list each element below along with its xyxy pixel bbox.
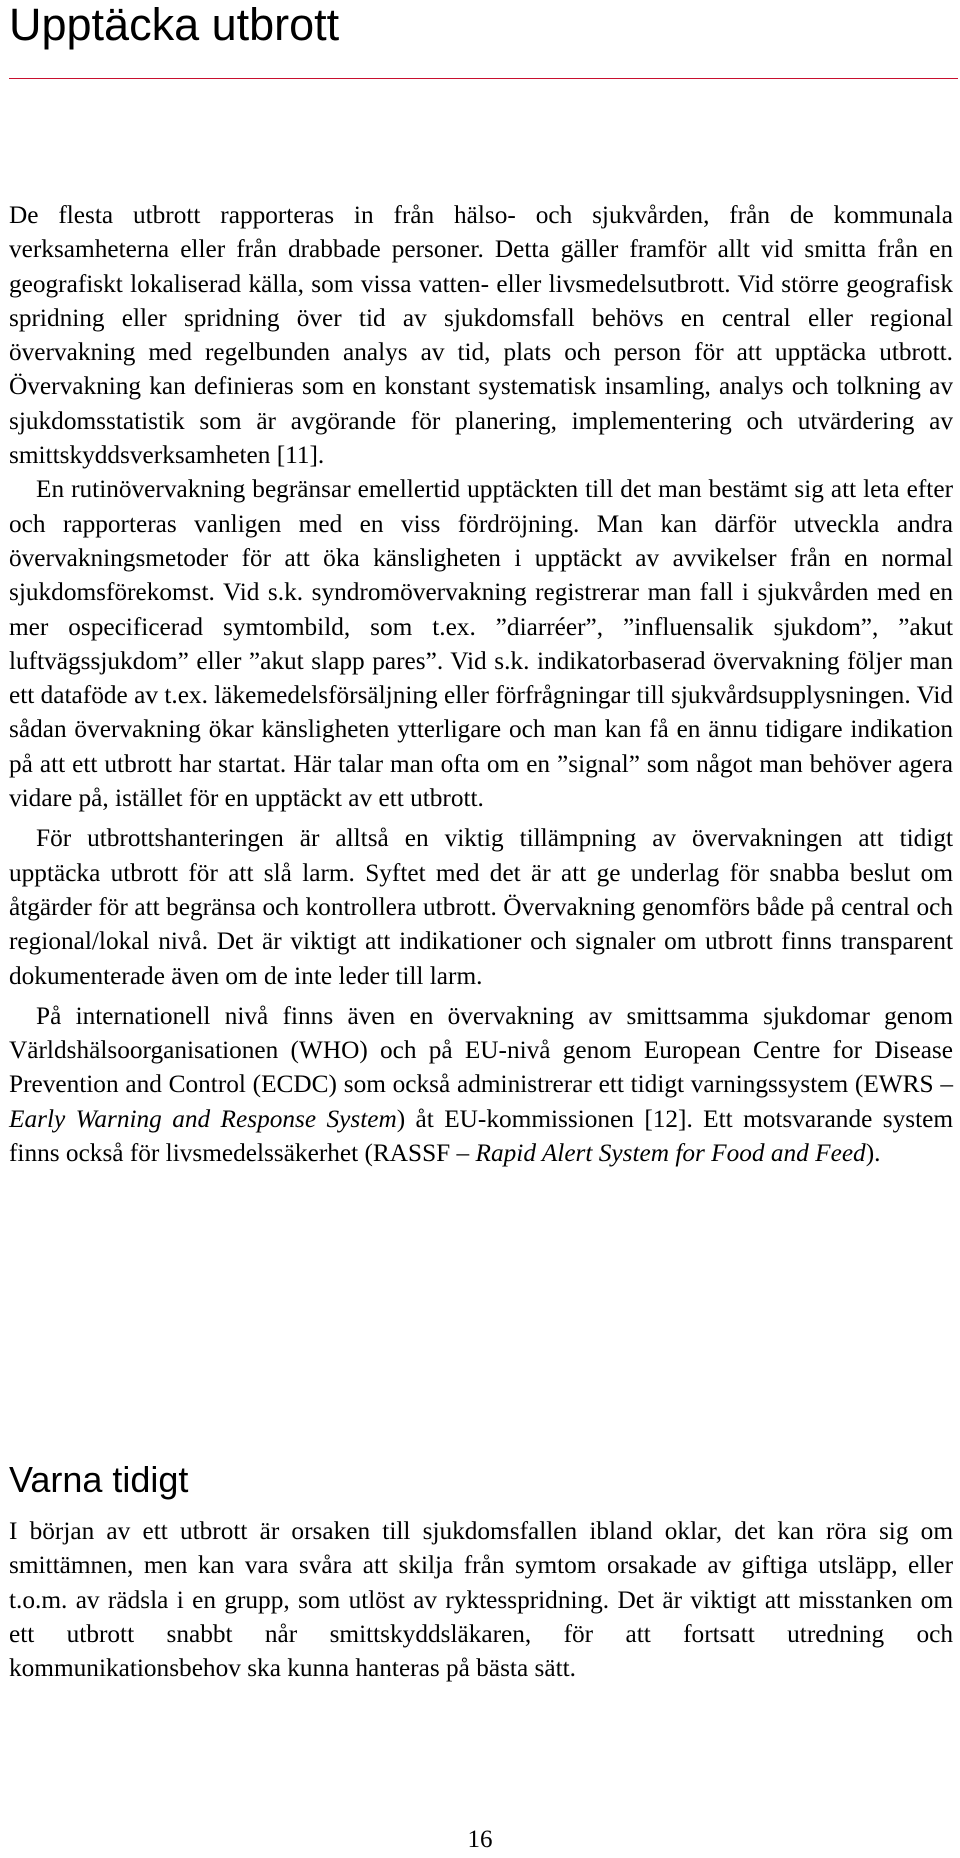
paragraph-5: I början av ett utbrott är orsaken till sjukdomsfallen ibland oklar, det kan röra sig om smittämnen, men kan vara svåra att skilja från symtom orsakade av giftiga utsläpp, eller t.o.m. av rädsla i en grupp, som utlöst av ryktesspridning. Det är viktigt att misstanken om ett utbrott snabbt når smittskyddsläkaren, för att fortsatt utredning och kommunikationsbehov ska kunna hanteras på bästa sätt. — [9, 1517, 953, 1683]
paragraph-4-text-c: ) åt EU-kommissionen [12]. Ett motsvarande system finns också för livsmedelssäkerhet (RASSF – — [9, 1104, 953, 1168]
section-heading-varna-tidigt: Varna tidigt — [9, 1459, 189, 1500]
section-varna-tidigt — [9, 1514, 953, 1685]
paragraph-4-ewrs-expansion: Early Warning and Response System — [9, 1104, 397, 1133]
paragraph-4-text-a: På internationell nivå finns även en övervakning av smittsamma sjukdomar genom Världshälsoorganisationen (WHO) och på EU-nivå genom European Centre for Disease Prevention and Control (ECDC) som också administrerar ett tidigt varningssystem (EWRS – — [9, 1001, 953, 1099]
paragraph-2: En rutinövervakning begränsar emellertid upptäckten till det man bestämt sig att leta efter och rapporteras vanligen med en viss fördröjning. Man kan därför utveckla andra övervakningsmetoder för att öka känsligheten i upptäckt av avvikelser från en normal sjukdomsförekomst. Vid s.k. syndromövervakning registrerar man fall i sjukvården med en mer ospecificerad symtombild, som t.ex. ”diarréer”, ”influensalik sjukdom”, ”akut luftvägssjukdom” eller ”akut slapp pares”. Vid s.k. indikatorbaserad övervakning följer man ett dataföde av t.ex. läkemedelsförsäljning eller förfrågningar till sjukvårdsupplysningen. Vid sådan övervakning ökar känsligheten ytterligare och man kan få en ännu tidigare indikation på att ett utbrott har startat. Här talar man ofta om en ”signal” som något man behöver agera vidare på, istället för en upptäckt av ett utbrott. — [9, 475, 953, 813]
paragraph-4-rassf-expansion: Rapid Alert System for Food and Feed — [475, 1139, 866, 1168]
paragraph-1: De flesta utbrott rapporteras in från hälso- och sjukvården, från de kommunala verksamheterna eller från drabbade personer. Detta gäller framför allt vid smitta från en geografiskt lokaliserad källa, som vissa vatten- eller livsmedelsutbrott. Vid större geografisk spridning eller spridning över tid av sjukdomsfall behövs en central eller regional övervakning med regelbunden analys av tid, plats och person för att upptäcka utbrott. Övervakning kan definieras som en konstant systematisk insamling, analys och tolkning av sjukdomsstatistik som är avgörande för planering, implementering och utvärdering av smittskyddsverksamheten [11]. — [9, 201, 953, 470]
paragraph-3: För utbrottshanteringen är alltså en viktig tillämpning av övervakningen att tidigt upptäcka utbrott för att slå larm. Syftet med det är att ge underlag för snabba beslut om åtgärder för att begränsa och kontrollera utbrott. Övervakning genomförs både på central och regional/lokal nivå. Det är viktigt att indikationer och signaler om utbrott finns transparent dokumenterade även om de inte leder till larm. — [9, 824, 953, 990]
paragraph-4-text-e: ). — [865, 1139, 881, 1168]
title-divider — [9, 78, 958, 79]
page-number: 16 — [467, 1826, 493, 1853]
paragraph-4 — [9, 999, 953, 1170]
section-upptacka-utbrott — [9, 198, 953, 1170]
page-title: Upptäcka utbrott — [9, 0, 340, 50]
